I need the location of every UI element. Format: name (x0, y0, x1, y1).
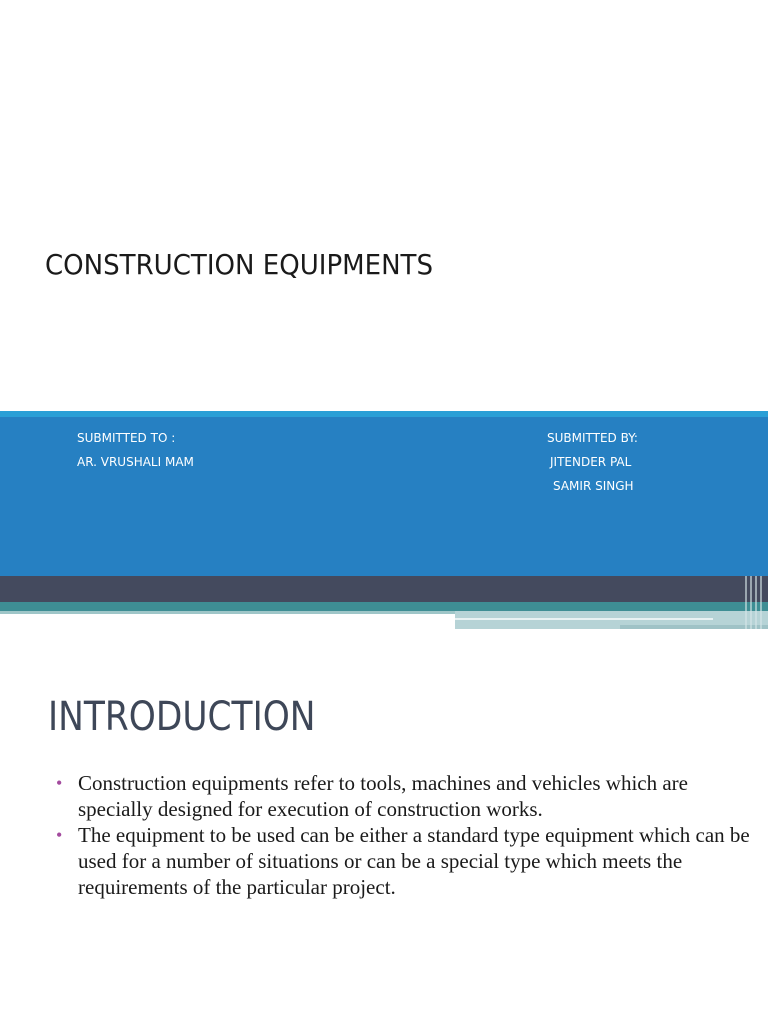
section-title: INTRODUCTION (48, 694, 316, 740)
submitted-by-block (547, 426, 638, 498)
decorative-stripe-dark (0, 576, 768, 602)
bullet-icon: • (56, 773, 63, 793)
bullet-list (56, 770, 756, 900)
bullet-text: The equipment to be used can be either a standard type equipment which can be used for a number of situations or can be a special type which meets the requirements of the particular project. (78, 823, 750, 899)
slide-title: CONSTRUCTION EQUIPMENTS (45, 248, 433, 281)
introduction-slide (0, 640, 768, 1024)
decorative-stripe-teal (0, 602, 768, 611)
list-item (56, 822, 756, 900)
submitted-by-name: JITENDER PAL (550, 455, 632, 469)
decorative-stripe-teal-thin (0, 611, 455, 614)
submitted-by-name: SAMIR SINGH (553, 479, 634, 493)
submitted-to-block (77, 426, 194, 474)
bullet-icon: • (56, 825, 63, 845)
decorative-fringe (755, 576, 757, 629)
submitted-to-label: SUBMITTED TO : (77, 431, 176, 445)
decorative-fringe (750, 576, 752, 629)
decorative-stripe-line (455, 618, 713, 620)
submitted-by-label: SUBMITTED BY: (547, 431, 638, 445)
submitted-to-name: AR. VRUSHALI MAM (77, 455, 194, 469)
decorative-fringe (745, 576, 747, 629)
bullet-text: Construction equipments refer to tools, machines and vehicles which are specially designed for execution of construction works. (78, 771, 688, 821)
list-item (56, 770, 756, 822)
decorative-fringe (760, 576, 762, 629)
